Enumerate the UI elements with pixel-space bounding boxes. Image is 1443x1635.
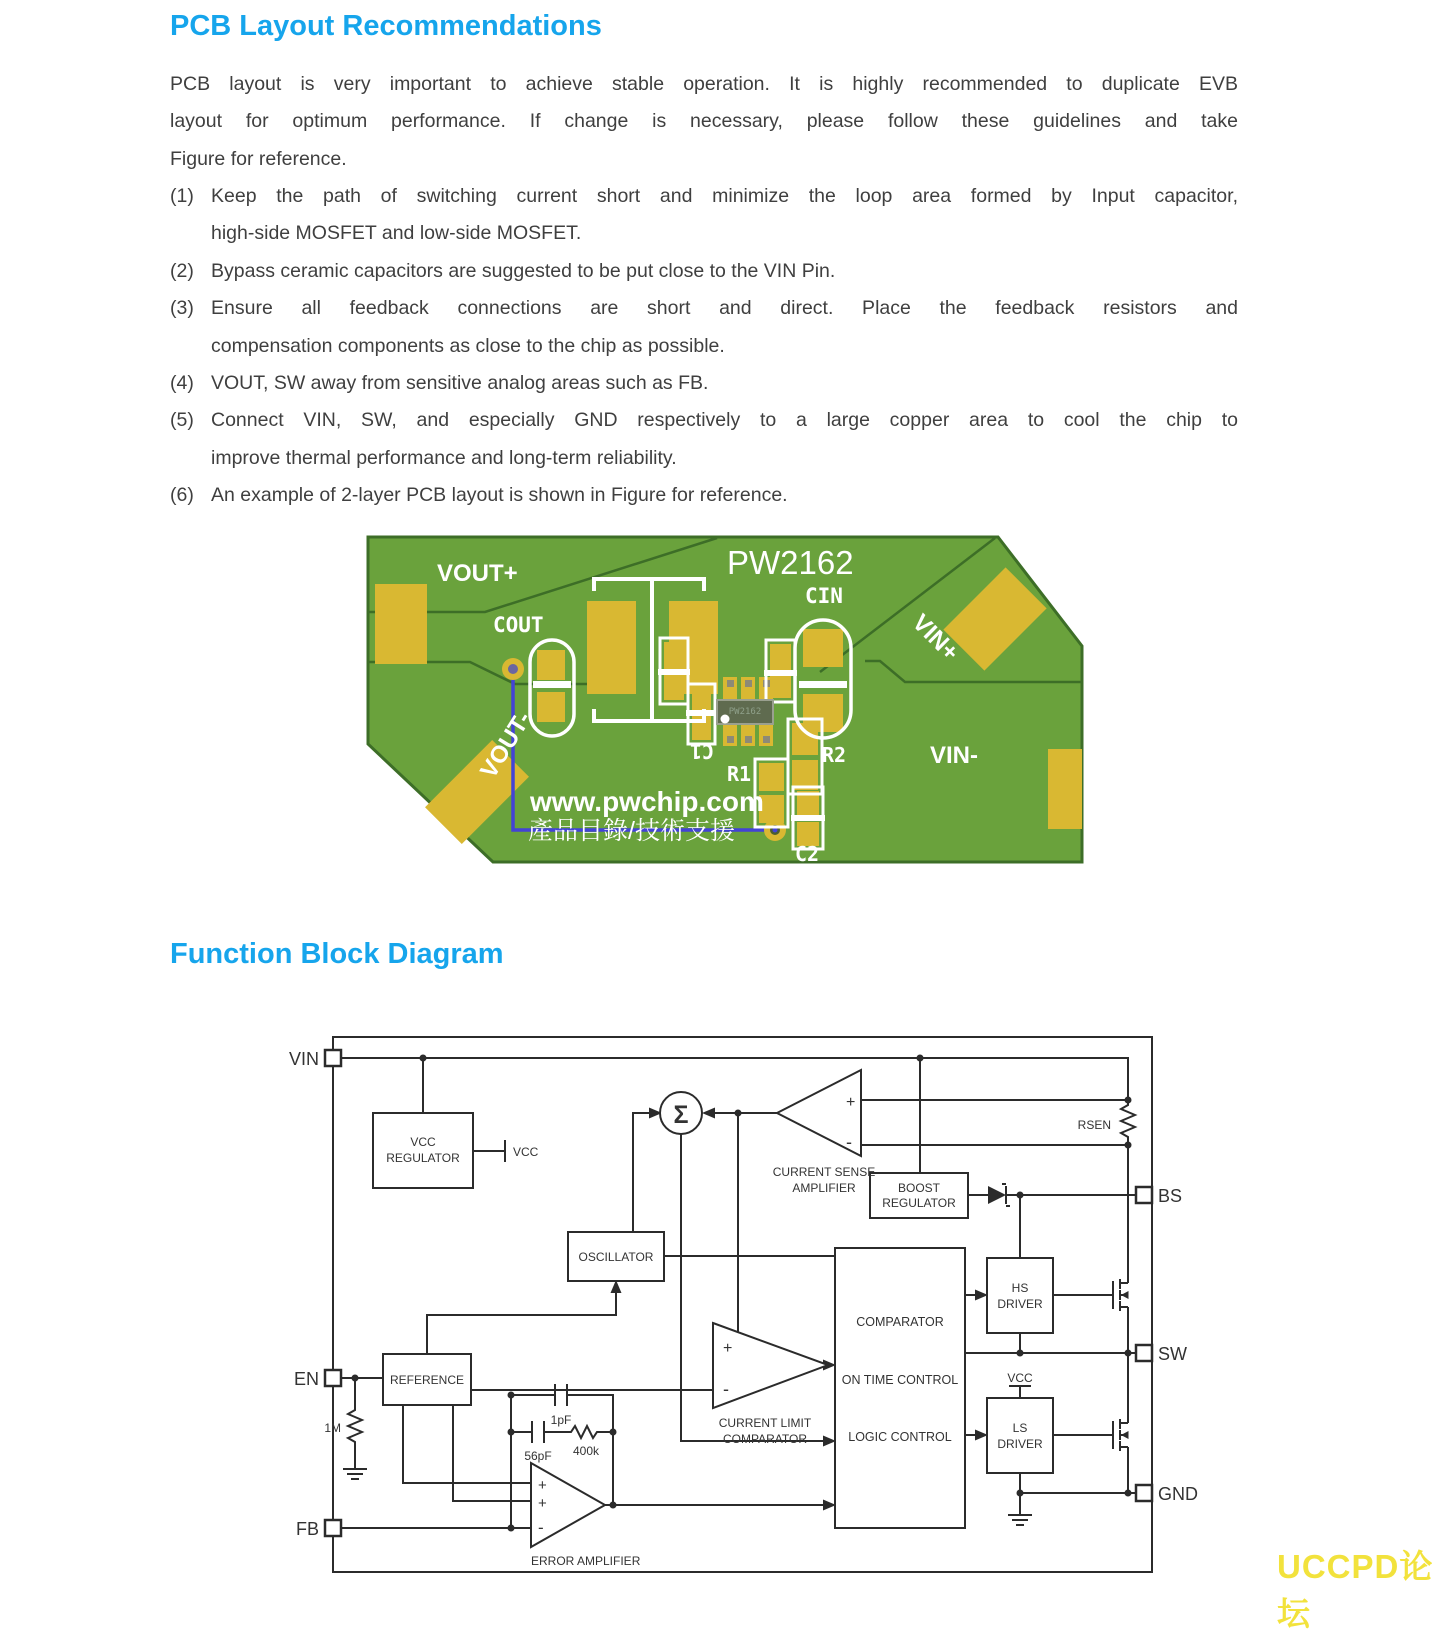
list-item-number: (5) (170, 409, 194, 432)
label-r1: R1 (727, 762, 752, 786)
label-vin-minus: VIN- (930, 742, 978, 769)
sw-pin (1136, 1345, 1152, 1361)
gnd-pin-label: GND (1158, 1484, 1198, 1504)
vin-pin (325, 1050, 341, 1066)
fb-pin (325, 1520, 341, 1536)
chip-marking: PW2162 (728, 707, 762, 717)
oscillator-label: OSCILLATOR (578, 1250, 654, 1264)
diagram-blocks (373, 1070, 1053, 1547)
label-r2: R2 (822, 743, 847, 767)
list-item-text: compensation components as close to the chip as possible. (211, 334, 725, 357)
label-website: www.pwchip.com (530, 786, 764, 817)
resistor-400k-label: 400k (572, 1444, 600, 1458)
list-item-number: (2) (170, 259, 194, 282)
comparator-label: COMPARATOR (856, 1315, 944, 1329)
label-c1: C1 (689, 739, 714, 763)
vcc-regulator-label: REGULATOR (386, 1151, 460, 1165)
sw-pin-label: SW (1158, 1344, 1187, 1364)
sigma-symbol: Σ (673, 1101, 689, 1129)
bs-pin-label: BS (1158, 1186, 1183, 1206)
ls-driver-label: LS (1012, 1421, 1028, 1435)
pcb-title: PW2162 (727, 544, 854, 581)
bs-pin (1136, 1187, 1152, 1203)
list-item-text: Keep the path of switching current short and minimize the loop area formed by Input capacitor, (211, 185, 1238, 207)
vcc-out-label: VCC (513, 1145, 539, 1159)
intro-line-1: PCB layout is very important to achieve stable operation. It is highly recommended to duplicate EVB (170, 73, 1238, 95)
label-cin: CIN (805, 584, 843, 608)
current-sense-amp-label: AMPLIFIER (792, 1181, 856, 1195)
pcb-via-c2 (764, 819, 786, 841)
hs-driver-label: DRIVER (997, 1297, 1043, 1311)
control-block (835, 1248, 965, 1528)
error-amp-plus1: + (538, 1477, 547, 1494)
boost-regulator-label: BOOST (897, 1181, 941, 1195)
cap-56pf-label: 56pF (524, 1449, 552, 1463)
pcb-intro-paragraph (170, 66, 1238, 178)
logic-control-label: LOGIC CONTROL (848, 1430, 952, 1444)
rsen-label: RSEN (1077, 1118, 1111, 1132)
list-item-text: An example of 2-layer PCB layout is shown in Figure for reference. (211, 484, 788, 507)
list-item-text: Ensure all feedback connections are short and direct. Place the feedback resistors and (211, 297, 1238, 320)
boost-regulator-label: REGULATOR (882, 1196, 956, 1210)
en-pin-label: EN (293, 1369, 319, 1389)
pcb-via-cout (502, 658, 524, 680)
current-sense-amp-label: CURRENT SENSE (772, 1165, 876, 1179)
vcc-rail-label: VCC (1007, 1371, 1033, 1385)
current-limit-comparator-triangle (713, 1323, 828, 1408)
en-pin (325, 1370, 341, 1386)
pcb-layout-figure (365, 534, 1085, 868)
label-vin-plus: VIN+ (906, 609, 965, 667)
list-item-text: high-side MOSFET and low-side MOSFET. (211, 222, 582, 245)
list-item-text: VOUT, SW away from sensitive analog areas such as FB. (211, 372, 709, 395)
list-item-text: improve thermal performance and long-term reliability. (211, 446, 677, 469)
list-item-6 (170, 477, 1238, 514)
function-block-diagram (283, 1023, 1443, 1593)
list-item-1 (170, 178, 1238, 253)
ls-driver-block (987, 1398, 1053, 1473)
label-support-chinese: 產品目錄/技術支援 (528, 817, 735, 845)
intro-line-3: Figure for reference. (170, 147, 347, 170)
ls-driver-label: DRIVER (997, 1437, 1043, 1451)
label-vout-minus: VOUT- (475, 706, 537, 784)
list-item-number: (1) (170, 185, 194, 207)
resistor-1m-label: 1M (324, 1421, 341, 1435)
label-cout: COUT (493, 613, 544, 637)
list-item-5 (170, 402, 1238, 477)
list-item-number: (3) (170, 297, 194, 320)
error-amp-minus: - (538, 1518, 544, 1537)
current-limit-comparator-label: COMPARATOR (722, 1432, 808, 1446)
error-amplifier-label: ERROR AMPLIFIER (531, 1554, 641, 1568)
cs-amp-minus: - (846, 1132, 852, 1152)
list-item-3 (170, 290, 1238, 365)
cl-comp-minus: - (723, 1379, 729, 1399)
vcc-regulator-label: VCC (410, 1135, 436, 1149)
gnd-pin (1136, 1485, 1152, 1501)
list-item-number: (4) (170, 372, 194, 395)
chip-pin1-dot (721, 715, 730, 724)
list-item-text: Connect VIN, SW, and especially GND respectively to a large copper area to cool the chip to (211, 409, 1238, 432)
hs-driver-block (987, 1258, 1053, 1333)
fb-pin-label: FB (295, 1519, 319, 1539)
list-item-text: Bypass ceramic capacitors are suggested to be put close to the VIN Pin. (211, 259, 836, 282)
function-block-diagram-heading: Function Block Diagram (170, 938, 504, 970)
current-limit-comparator-label: CURRENT LIMIT (718, 1416, 812, 1430)
error-amp-plus2: + (538, 1495, 547, 1512)
cs-amp-plus: + (846, 1094, 856, 1111)
reference-label: REFERENCE (389, 1373, 465, 1387)
pcb-guideline-list (170, 178, 1238, 515)
label-vout-plus: VOUT+ (437, 560, 518, 587)
cl-comp-plus: + (723, 1340, 733, 1357)
cap-1pf-label: 1pF (550, 1413, 572, 1427)
list-item-4 (170, 365, 1238, 402)
pcb-layout-heading: PCB Layout Recommendations (170, 10, 602, 42)
on-time-control-label: ON TIME CONTROL (841, 1373, 959, 1387)
list-item-2 (170, 253, 1238, 290)
list-item-number: (6) (170, 484, 194, 507)
intro-line-2: layout for optimum performance. If change is necessary, please follow these guidelines and take (170, 110, 1238, 133)
vin-pin-label: VIN (288, 1049, 319, 1069)
uccpd-watermark: UCCPD论坛 (1277, 1548, 1434, 1632)
hs-driver-label: HS (1011, 1281, 1029, 1295)
label-c2: C2 (795, 842, 820, 866)
pcb-chip-pw2162 (717, 700, 773, 724)
